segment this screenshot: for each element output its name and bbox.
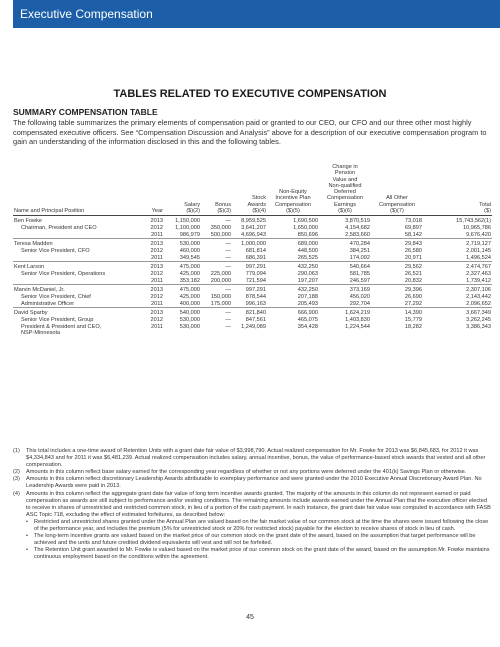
cell-stock: 997,291 <box>232 285 267 294</box>
cell-label: Senior Vice President, Group <box>21 316 94 323</box>
cell-stock: 681,814 <box>245 247 266 254</box>
cell-salary: 530,000 <box>179 323 200 330</box>
cell-stock: 1,000,000 <box>232 239 267 248</box>
cell-nonequity: 205,493 <box>297 300 318 307</box>
cell-pension: 1,224,544 <box>345 323 370 330</box>
header-bonus: Bonus ($)(3) <box>201 164 232 216</box>
cell-label: Senior Vice President, Chief <box>21 293 91 300</box>
cell-stock: 4,696,943 <box>241 231 266 238</box>
cell-stock: 997,291 <box>232 262 267 271</box>
cell-other: 15,779 <box>404 316 422 323</box>
bullet-list <box>13 519 492 562</box>
cell-label: President & President and CEO, <box>21 323 102 330</box>
cell-total: 2,143,442 <box>466 293 491 300</box>
cell-year: 2011 <box>150 277 163 284</box>
cell-bonus: — <box>225 316 231 323</box>
cell-label: Ben Fowke <box>14 217 42 224</box>
cell-salary: 475,000 <box>164 285 201 294</box>
footnote <box>13 491 492 519</box>
cell-nonequity: 689,000 <box>267 239 319 248</box>
cell-nonequity: 265,525 <box>297 254 318 261</box>
footnote-number: (2) <box>13 469 20 476</box>
cell-label: Marvin McDaniel, Jr. <box>13 285 143 294</box>
table-row <box>13 225 492 232</box>
footnote-number: (3) <box>13 476 20 483</box>
table-row <box>13 324 492 331</box>
cell-other: 27,292 <box>404 300 422 307</box>
table-row <box>13 271 492 278</box>
page-number: 45 <box>246 614 254 621</box>
cell-other <box>371 330 423 337</box>
cell-nonequity <box>267 330 319 337</box>
cell-pension: 456,020 <box>349 293 370 300</box>
header-all-other: All Other Compensation ($)(7) <box>371 164 423 216</box>
cell-nonequity: 1,690,500 <box>293 217 318 224</box>
bullet-text: Restricted and unrestricted shares granted under the Annual Plan are valued based on the fair market value of our common stock at the time the shares were issued following the close of the performance year, and includes the premium (5% for unrestricted stock or 20% for restricted stock) payable for the election to receive shares of stock in lieu of cash. <box>34 518 489 533</box>
cell-total: 1,739,412 <box>466 277 491 284</box>
summary-compensation-table <box>13 164 492 337</box>
cell-nonequity: 666,900 <box>267 308 319 317</box>
cell-year <box>143 330 164 337</box>
cell-label <box>13 278 143 285</box>
cell-nonequity: 465,075 <box>297 316 318 323</box>
banner-title: Executive Compensation <box>20 7 153 21</box>
cell-other: 69,897 <box>404 224 422 231</box>
cell-nonequity: 207,188 <box>297 293 318 300</box>
cell-salary: 986,979 <box>179 231 200 238</box>
cell-salary: 425,000 <box>179 270 200 277</box>
cell-pension: 373,169 <box>319 285 371 294</box>
cell-label: Teresa Madden <box>13 239 143 248</box>
cell-stock: 686,391 <box>245 254 266 261</box>
table-row <box>13 248 492 255</box>
cell-year: 2013 <box>143 285 164 294</box>
cell-salary: 530,000 <box>179 316 200 323</box>
cell-total: 2,307,106 <box>423 285 492 294</box>
cell-year: 2011 <box>150 231 163 238</box>
bullet-text: The Retention Unit grant awarded to Mr. Fowke is valued based on the market price of our common stock on the grant date of the award, based on the assumption Mr. Fowke maintains continuous employment based on the conditions within the agreement. <box>34 547 490 561</box>
cell-bonus: — <box>225 323 231 330</box>
section-banner <box>13 0 500 28</box>
cell-label <box>13 232 143 239</box>
cell-total <box>423 330 492 337</box>
cell-nonequity: 432,250 <box>267 262 319 271</box>
table-row <box>13 330 492 337</box>
cell-other: 26,521 <box>404 270 422 277</box>
cell-year: 2013 <box>143 262 164 271</box>
cell-bonus: — <box>201 262 232 271</box>
footnote <box>13 469 492 476</box>
cell-salary: 1,150,000 <box>175 217 200 224</box>
cell-other: 20,971 <box>404 254 422 261</box>
cell-pension: 3,870,519 <box>345 217 370 224</box>
table-row <box>13 294 492 301</box>
table-row <box>13 262 492 271</box>
bullet-icon: • <box>26 533 28 540</box>
cell-year: 2013 <box>143 239 164 248</box>
footnote-text: Amounts in this column reflect base salary earned for the corresponding year regardless of whether or not any portions were deferred under the 401(k) Savings Plan or otherwise. <box>26 469 467 476</box>
bullet-icon: • <box>26 518 28 525</box>
cell-label: Kent Larson <box>13 262 143 271</box>
cell-year: 2013 <box>143 308 164 317</box>
header-name-position: Name and Principal Position <box>13 164 143 216</box>
cell-label: Senior Vice President, CFO <box>21 247 90 254</box>
cell-total: 2,096,652 <box>466 300 491 307</box>
cell-bonus: — <box>225 247 231 254</box>
cell-other: 14,390 <box>371 308 423 317</box>
table-row <box>13 285 492 294</box>
cell-salary: 353,182 <box>179 277 200 284</box>
table-row <box>13 232 492 239</box>
cell-nonequity: 354,428 <box>297 323 318 330</box>
footnote-text: Amounts in this column reflect the aggregate grant date fair value of long term incentive awards granted. The majority of the amounts in this column do not represent earned or paid compensation as awards are still subject to performance and/or vesting conditions. The remaining amounts include awards earned under the Annual Plan that the executive officer elected to receive in shares of unrestricted and restricted common stock, in lieu of a portion of the cash payment. In each instance, the grant date fair value was computed in accordance with FASB ASC Topic 718, excluding the effect of estimated forfeitures, as described below: <box>26 490 491 518</box>
footnote <box>13 476 492 490</box>
cell-total: 15,743,562(1) <box>456 217 491 224</box>
cell-nonequity: 448,500 <box>297 247 318 254</box>
cell-stock: 821,840 <box>232 308 267 317</box>
cell-other: 73,018 <box>404 217 422 224</box>
cell-pension: 246,597 <box>349 277 370 284</box>
cell-nonequity: 1,650,000 <box>293 224 318 231</box>
footnote-number: (1) <box>13 448 20 454</box>
cell-label: David Sparby <box>13 308 143 317</box>
cell-stock <box>232 330 267 337</box>
cell-year: 2011 <box>150 323 163 330</box>
cell-pension: 292,704 <box>349 300 370 307</box>
cell-total: 2,001,145 <box>466 247 491 254</box>
cell-pension: 174,092 <box>349 254 370 261</box>
cell-total: 3,667,349 <box>423 308 492 317</box>
cell-year: 2011 <box>150 254 163 261</box>
cell-bonus <box>201 330 232 337</box>
cell-salary <box>164 330 201 337</box>
cell-bonus: 150,000 <box>210 293 231 300</box>
cell-pension: 581,785 <box>349 270 370 277</box>
cell-total: 1,496,524 <box>466 254 491 261</box>
cell-year: 2012 <box>150 247 163 254</box>
footnote-list <box>13 448 492 519</box>
cell-total: 2,327,463 <box>466 270 491 277</box>
cell-stock: 847,561 <box>245 316 266 323</box>
cell-pension: 384,251 <box>349 247 370 254</box>
cell-salary: 530,000 <box>164 239 201 248</box>
cell-bonus: 175,000 <box>210 300 231 307</box>
bullet-icon: • <box>26 547 28 554</box>
cell-pension: 1,624,219 <box>319 308 371 317</box>
footnote <box>13 448 492 469</box>
table-body <box>13 216 492 337</box>
table-row <box>13 317 492 324</box>
cell-salary: 425,000 <box>179 293 200 300</box>
header-salary: Salary ($)(2) <box>164 164 201 216</box>
cell-label <box>13 255 143 262</box>
cell-salary: 400,000 <box>179 300 200 307</box>
cell-other: 29,562 <box>371 262 423 271</box>
intro-paragraph: The following table summarizes the primary elements of compensation paid or granted to our CEO, our CFO and our three other most highly compensated executive officers. See “Compensation Discussion and Analysis” above for a description of our executive compensation program to gain an understanding of the information disclosed in this and the following tables. <box>13 118 487 147</box>
cell-bonus: — <box>225 254 231 261</box>
cell-pension: 4,154,682 <box>345 224 370 231</box>
cell-bonus: 500,000 <box>210 231 231 238</box>
cell-pension <box>319 330 371 337</box>
cell-stock: 878,544 <box>245 293 266 300</box>
cell-label: Administrative Officer <box>21 300 75 307</box>
cell-nonequity: 850,696 <box>297 231 318 238</box>
cell-total: 9,676,420 <box>466 231 491 238</box>
table-header-row <box>13 164 492 216</box>
cell-label: NSP-Minnesota <box>21 330 61 337</box>
cell-bonus: 200,000 <box>210 277 231 284</box>
bullet-item <box>26 519 492 533</box>
cell-bonus: — <box>201 285 232 294</box>
cell-stock: 3,641,207 <box>241 224 266 231</box>
cell-year: 2011 <box>150 300 163 307</box>
cell-salary: 349,545 <box>179 254 200 261</box>
page-title: TABLES RELATED TO EXECUTIVE COMPENSATION <box>113 88 387 100</box>
cell-total: 3,386,343 <box>466 323 491 330</box>
cell-stock: 996,163 <box>245 300 266 307</box>
cell-other: 58,142 <box>404 231 422 238</box>
cell-other: 20,832 <box>404 277 422 284</box>
cell-label: Senior Vice President, Operations <box>21 270 106 277</box>
cell-bonus: 225,000 <box>210 270 231 277</box>
cell-salary: 540,000 <box>164 308 201 317</box>
footnote-text: Amounts in this column reflect discretionary Leadership Awards attributable to exemplary performance and were granted under the 2010 Executive Annual Discretionary Award Plan. No Leadership Awards were paid in 2013. <box>26 476 482 490</box>
table-row <box>13 216 492 225</box>
cell-pension: 1,403,830 <box>345 316 370 323</box>
cell-pension: 540,664 <box>319 262 371 271</box>
cell-other: 26,690 <box>404 293 422 300</box>
header-stock-awards: Stock Awards ($)(4) <box>232 164 267 216</box>
cell-nonequity: 432,250 <box>267 285 319 294</box>
table-row <box>13 278 492 285</box>
section-title: SUMMARY COMPENSATION TABLE <box>13 107 158 117</box>
cell-total: 3,262,245 <box>466 316 491 323</box>
table-row <box>13 255 492 262</box>
cell-bonus: — <box>201 308 232 317</box>
cell-year: 2012 <box>150 293 163 300</box>
cell-total: 2,474,767 <box>423 262 492 271</box>
header-year: Year <box>143 164 164 216</box>
cell-pension: 2,583,660 <box>345 231 370 238</box>
bullet-item <box>26 547 492 561</box>
bullet-item <box>26 533 492 547</box>
cell-bonus: — <box>225 217 231 224</box>
cell-nonequity: 197,207 <box>297 277 318 284</box>
footnote-text: This total includes a one-time award of Retention Units with a grant date fair value of $3,998,790. Actual realized compensation for Mr. Fowke for 2013 was $6,845,683, for 2012 it was $4,334,843 and for 2011 it was $6,481,239. Actual realized compensation includes salary, annual incentive, bonus, the value of performance-based stock awards that vested and all other compensation. <box>26 448 486 469</box>
cell-other: 29,843 <box>371 239 423 248</box>
table-row <box>13 239 492 248</box>
cell-other: 18,282 <box>404 323 422 330</box>
table-row <box>13 308 492 317</box>
cell-salary: 475,000 <box>164 262 201 271</box>
header-pension-change: Change in Pension Value and Non-qualified Deferred Compensation Earnings ($)(6) <box>319 164 371 216</box>
cell-year: 2012 <box>150 270 163 277</box>
cell-nonequity: 290,063 <box>297 270 318 277</box>
cell-total: 10,965,786 <box>463 224 491 231</box>
footnote-number: (4) <box>13 490 20 497</box>
cell-label: Chairman, President and CEO <box>21 224 97 231</box>
header-total: Total ($) <box>423 164 492 216</box>
cell-salary: 1,100,000 <box>175 224 200 231</box>
cell-other: 29,396 <box>371 285 423 294</box>
cell-total: 2,719,127 <box>423 239 492 248</box>
cell-stock: 779,094 <box>245 270 266 277</box>
cell-stock: 721,594 <box>245 277 266 284</box>
cell-year: 2012 <box>150 316 163 323</box>
cell-pension: 470,284 <box>319 239 371 248</box>
cell-salary: 460,000 <box>179 247 200 254</box>
cell-year: 2013 <box>150 217 163 224</box>
table-row <box>13 301 492 308</box>
cell-other: 26,580 <box>404 247 422 254</box>
cell-stock: 1,249,089 <box>241 323 266 330</box>
cell-bonus: 350,000 <box>210 224 231 231</box>
bullet-text: The long-term incentive grants are valued based on the market price of our common stock on the grant date of the award, based on the assumption that target performance will be achieved and the units and future credited dividend equivalents will vest and will not be forfeited. <box>34 533 476 547</box>
cell-bonus: — <box>201 239 232 248</box>
cell-year: 2012 <box>150 224 163 231</box>
header-non-equity: Non-Equity Incentive Plan Compensation ($)(5) <box>267 164 319 216</box>
footnotes <box>13 448 492 562</box>
cell-stock: 8,959,525 <box>241 217 266 224</box>
